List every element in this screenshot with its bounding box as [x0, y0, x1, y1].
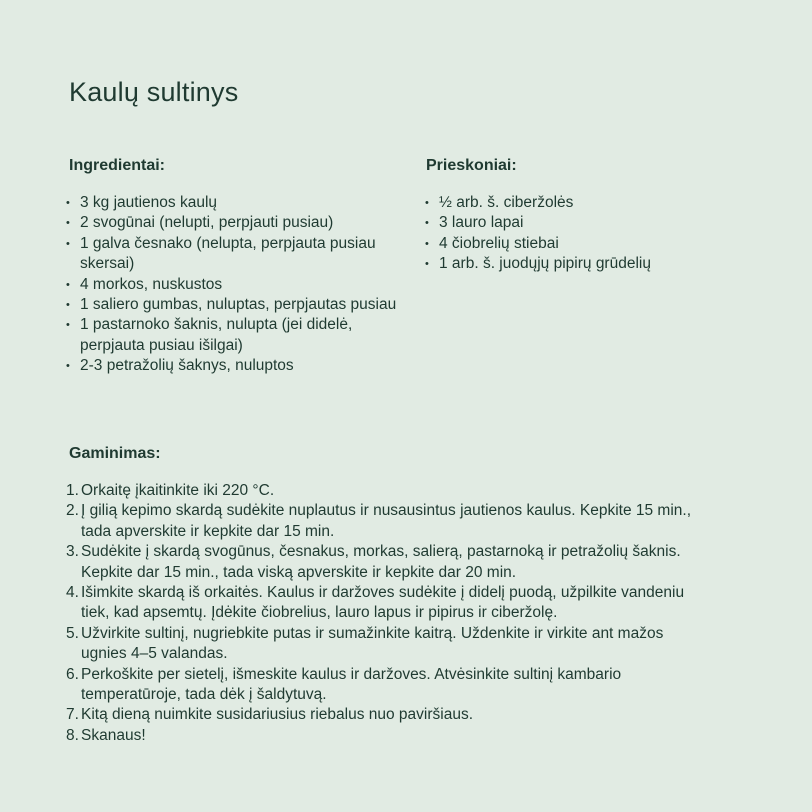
method-steps-list	[66, 481, 706, 746]
page-title: Kaulų sultinys	[69, 77, 239, 107]
step-text: Perkoškite per sietelį, išmeskite kaulus ir daržoves. Atvėsinkite sultinį kambario temperatūroje, tada dėk į šaldytuvą.	[81, 665, 622, 704]
step-item	[66, 583, 706, 624]
spices-heading: Prieskoniai:	[426, 157, 517, 174]
list-item: • 1 arb. š. juodųjų pipirų grūdelių	[425, 254, 765, 274]
step-number: 8.	[66, 726, 79, 744]
step-text: Orkaitę įkaitinkite iki 220 °C.	[81, 482, 275, 499]
step-text: Į gilią kepimo skardą sudėkite nuplautus ir nusausintus jautienos kaulus. Kepkite 15 min., tada apverskite ir kepkite dar 15 min.	[81, 502, 692, 540]
step-item	[66, 726, 706, 746]
spices-list	[425, 193, 765, 275]
list-item: • 3 kg jautienos kaulų	[66, 193, 406, 213]
step-number: 5.	[66, 624, 79, 642]
step-item	[66, 624, 706, 665]
list-item: • 3 lauro lapai	[425, 213, 765, 233]
step-number: 3.	[66, 543, 79, 561]
step-number: 2.	[66, 502, 79, 520]
list-item: • 1 pastarnoko šaknis, nulupta (jei didelė, perpjauta pusiau išilgai)	[66, 315, 406, 356]
step-number: 6.	[66, 665, 79, 683]
ingredients-heading: Ingredientai:	[69, 157, 166, 174]
step-item	[66, 665, 706, 706]
step-text: Skanaus!	[81, 726, 146, 744]
list-item: • 4 morkos, nuskustos	[66, 275, 406, 295]
step-number: 1.	[66, 482, 79, 499]
step-text: Kitą dieną nuimkite susidariusius riebalus nuo paviršiaus.	[81, 706, 474, 724]
step-item	[66, 705, 706, 725]
method-heading: Gaminimas:	[69, 445, 161, 462]
step-text: Sudėkite į skardą svogūnus, česnakus, morkas, salierą, pastarnoką ir petražolių šaknis. Kepkite dar 15 min., tada viską apverskite ir kepkite dar 20 min.	[81, 543, 681, 581]
ingredients-list	[66, 193, 406, 377]
step-text: Išimkite skardą iš orkaitės. Kaulus ir daržoves sudėkite į didelį puodą, užpilkite vandeniu tiek, kad apsemtų. Įdėkite čiobrelius, lauro lapus ir pipirus ir ciberžolę.	[81, 584, 685, 622]
list-item: • 1 saliero gumbas, nuluptas, perpjautas pusiau	[66, 295, 406, 315]
step-number: 7.	[66, 706, 79, 724]
list-item: • ½ arb. š. ciberžolės	[425, 193, 765, 213]
step-item	[66, 542, 706, 583]
list-item: • 2-3 petražolių šaknys, nuluptos	[66, 356, 406, 376]
step-number: 4.	[66, 584, 79, 602]
step-item	[66, 481, 706, 501]
step-text: Užvirkite sultinį, nugriebkite putas ir sumažinkite kaitrą. Uždenkite ir virkite ant mažos ugnies 4–5 valandas.	[81, 624, 664, 663]
step-item	[66, 501, 706, 542]
list-item: • 2 svogūnai (nelupti, perpjauti pusiau)	[66, 213, 406, 233]
list-item: • 1 galva česnako (nelupta, perpjauta pusiau skersai)	[66, 234, 406, 275]
list-item: • 4 čiobrelių stiebai	[425, 234, 765, 254]
